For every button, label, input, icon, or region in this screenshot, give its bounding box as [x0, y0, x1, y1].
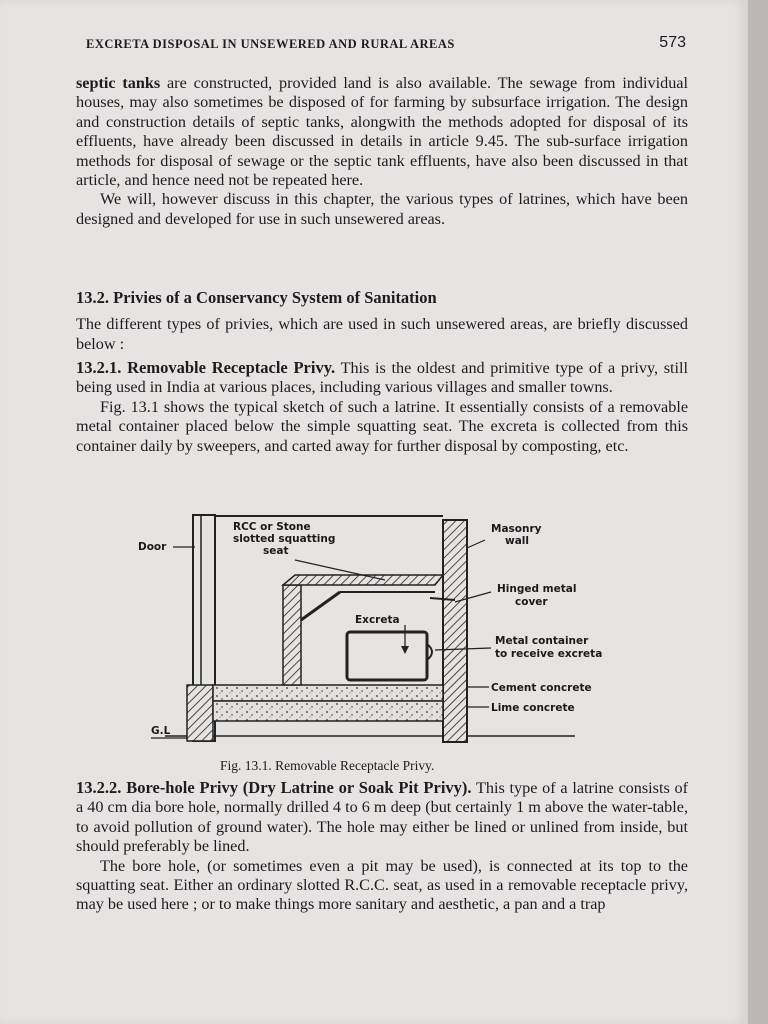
label-wall-1: Masonry	[491, 523, 542, 535]
lime-concrete-layer	[213, 701, 443, 721]
label-door: Door	[138, 541, 167, 553]
page-edge	[748, 0, 768, 1024]
label-gl: G.L	[151, 725, 171, 737]
platform-wall	[283, 585, 301, 685]
paragraph: The different types of privies, which are used in such unsewered areas, are briefly discussed below :	[76, 315, 688, 353]
cement-concrete-layer	[213, 685, 443, 701]
metal-container	[347, 632, 427, 680]
label-cover-2: cover	[515, 596, 548, 608]
figure-removable-receptacle-privy	[135, 510, 655, 750]
paragraph-text: This type of a latrine consists of a 40 cm dia bore hole, normally drilled 4 to 6 m deep (but certainly 1 m above the water-table, to avoid pollution of ground water). The hole may either be lined or unlined from inside, but should preferably be lined.	[76, 779, 688, 856]
section-heading: 13.2. Privies of a Conservancy System of Sanitation	[76, 288, 437, 307]
intro-text	[76, 74, 688, 229]
privy-diagram	[135, 510, 655, 750]
page-number: 573	[659, 34, 686, 51]
paragraph	[76, 358, 688, 398]
figure-caption: Fig. 13.1. Removable Receptacle Privy.	[220, 758, 435, 773]
page-header	[86, 34, 686, 56]
paragraph	[76, 778, 688, 857]
masonry-wall	[443, 520, 467, 742]
label-seat-1: RCC or Stone	[233, 521, 311, 533]
label-container-1: Metal container	[495, 635, 589, 647]
paragraph-text: This is the oldest and primitive type of a privy, still being used in India at various places, including various villages and smaller towns.	[76, 359, 688, 397]
paragraph: The bore hole, (or sometimes even a pit may be used), is connected at its top to the squatting seat. Either an ordinary slotted R.C.C. seat, as used in a removable receptacle privy, may be used here ; or to make things more sanitary and aesthetic, a pan and a trap	[76, 856, 688, 914]
paragraph	[76, 74, 688, 190]
label-seat-3: seat	[263, 545, 289, 557]
arrow-head	[401, 646, 409, 654]
bold-lead: septic tanks	[76, 74, 161, 92]
section-heading: 13.2.1. Removable Receptacle Privy.	[76, 358, 336, 377]
label-lime: Lime concrete	[491, 702, 575, 714]
paragraph: Fig. 13.1 shows the typical sketch of such a latrine. It essentially consists of a removable metal container placed below the simple squatting seat. The excreta is collected from this container daily by sweepers, and carted away for further disposal by composting, etc.	[76, 397, 688, 455]
left-footing	[187, 685, 213, 741]
section-heading: 13.2.2. Bore-hole Privy (Dry Latrine or Soak Pit Privy).	[76, 778, 472, 797]
label-container-2: to receive excreta	[495, 648, 603, 660]
label-cement: Cement concrete	[491, 682, 592, 694]
leader-wall	[467, 540, 485, 548]
running-title: EXCRETA DISPOSAL IN UNSEWERED AND RURAL AREAS	[86, 37, 455, 51]
label-excreta: Excreta	[355, 614, 400, 626]
section-13-2-2	[76, 778, 688, 915]
label-cover-1: Hinged metal	[497, 583, 577, 595]
label-seat-2: slotted squatting	[233, 533, 336, 545]
section-13-2-1	[76, 358, 688, 456]
seat-slab	[283, 575, 443, 585]
brace	[301, 592, 340, 620]
paragraph-text: are constructed, provided land is also available. The sewage from individual houses, may also sometimes be disposed of for farming by subsurface irrigation. The design and construction details of septic tanks, alongwith the methods adopted for disposal of its effluents, have already been discussed in details in article 9.45. The sub-surface irrigation methods for disposal of sewage or the septic tank effluents, have also been discussed in that article, and hence need not be repeated here.	[76, 74, 688, 190]
section-13-2	[76, 288, 688, 354]
label-wall-2: wall	[505, 535, 529, 547]
paragraph: We will, however discuss in this chapter, the various types of latrines, which have been designed and developed for use in such unsewered areas.	[76, 190, 688, 228]
